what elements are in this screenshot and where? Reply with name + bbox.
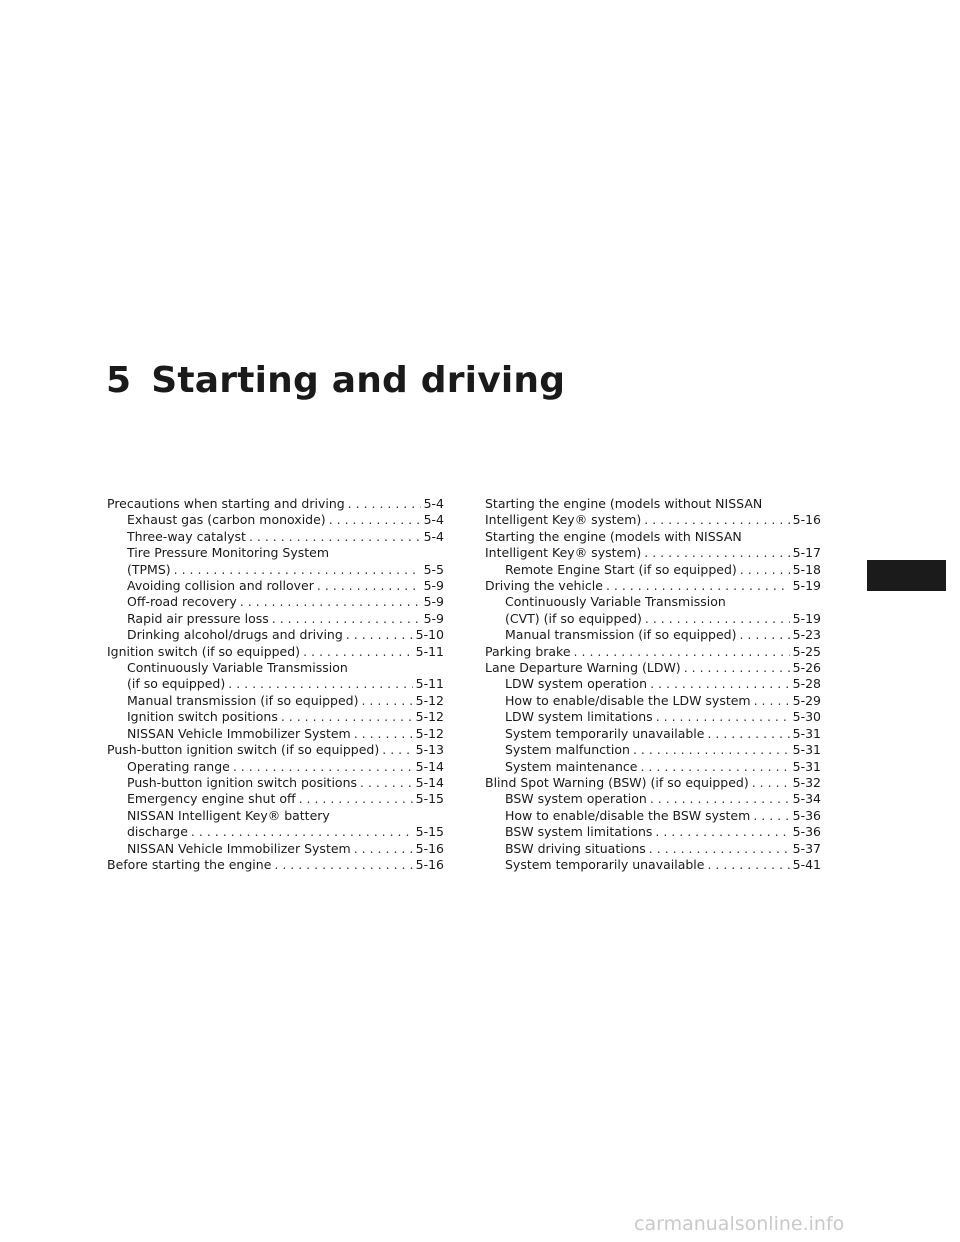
toc-page-number: 5-14 [415,774,444,790]
dot-leader [346,627,413,643]
toc-entry-title: System temporarily unavailable [505,725,705,741]
toc-entry-title: (if so equipped) [127,676,226,692]
toc-entry[interactable] [485,709,821,725]
toc-entry-title: Manual transmission (if so equipped) [127,692,359,708]
toc-page-number: 5-28 [792,676,821,692]
toc-page-number: 5-9 [423,578,444,594]
toc-page-number: 5-11 [415,676,444,692]
toc-entry[interactable] [485,562,821,578]
chapter-name: Starting and driving [151,360,566,401]
toc-entry[interactable] [485,857,821,873]
toc-entry-title: (CVT) (if so equipped) [505,610,642,626]
toc-entry[interactable] [485,759,821,775]
toc-page-number: 5-36 [792,824,821,840]
toc-page-number: 5-23 [792,627,821,643]
chapter-side-tab [867,560,946,591]
toc-entry[interactable] [485,726,821,742]
toc-page-number: 5-4 [423,496,444,511]
toc-entry-title: Manual transmission (if so equipped) [505,627,737,643]
dot-leader [233,759,413,775]
toc-page-number: 5-25 [792,643,821,659]
dot-leader [574,644,790,660]
toc-entry-title: LDW system operation [505,676,648,692]
dot-leader [606,578,790,594]
toc-entry-title: discharge [127,824,188,840]
dot-leader [650,791,790,807]
toc-page-number: 5-10 [415,627,444,643]
toc-entry-title: NISSAN Vehicle Immobilizer System [127,840,351,856]
toc-page-number: 5-15 [415,824,444,840]
dot-leader [354,726,413,742]
dot-leader [753,808,789,824]
toc-entry-title: Continuously Variable Transmission [505,594,726,610]
toc-entry[interactable] [107,742,444,758]
toc-entry-title: Starting the engine (models without NISSAN [485,496,763,511]
toc-entry[interactable] [107,759,444,775]
toc-page-number: 5-15 [415,791,444,807]
toc-page-number: 5-41 [792,856,821,872]
dot-leader [274,857,412,873]
toc-page-number: 5-18 [792,561,821,577]
toc-entry-line [107,808,444,824]
dot-leader [649,841,790,857]
toc-entry[interactable] [485,660,821,676]
toc-entry-title: System malfunction [505,742,630,758]
dot-leader [360,775,413,791]
dot-leader [655,824,789,840]
dot-leader [640,759,789,775]
toc-page-number: 5-31 [792,758,821,774]
dot-leader [739,627,789,643]
toc-entry-title: (TPMS) [127,561,171,577]
toc-entry-title: Rapid air pressure loss [127,610,269,626]
toc-page-number: 5-4 [423,528,444,544]
toc-entry[interactable] [107,512,444,528]
toc-entry[interactable] [485,775,821,791]
toc-entry-title: LDW system limitations [505,709,653,725]
dot-leader [684,660,790,676]
toc-page-number: 5-9 [423,610,444,626]
toc-entry-line [107,660,444,676]
toc-entry[interactable] [485,578,821,594]
toc-entry[interactable] [107,775,444,791]
toc-page-number: 5-31 [792,725,821,741]
toc-page-number: 5-31 [792,742,821,758]
watermark: carmanualsonline.info [634,1213,845,1235]
toc-entry[interactable] [107,676,444,692]
toc-page-number: 5-34 [792,791,821,807]
toc-page-number: 5-36 [792,807,821,823]
toc-entry-title: Precautions when starting and driving [107,496,345,511]
toc-page-number: 5-4 [423,512,444,528]
toc-entry-title: BSW system operation [505,791,647,807]
toc-entry[interactable] [107,496,444,512]
toc-entry-title: Intelligent Key® system) [485,512,642,528]
dot-leader [299,791,413,807]
toc-entry[interactable] [107,857,444,873]
toc-left-column [107,496,444,873]
toc-entry-title: Ignition switch positions [127,709,278,725]
chapter-number: 5 [106,360,132,401]
toc-entry-title: NISSAN Intelligent Key® battery [127,807,330,823]
dot-leader [752,775,790,791]
dot-leader [272,611,421,627]
toc-entry-title: Ignition switch (if so equipped) [107,643,301,659]
dot-leader [317,578,421,594]
toc-entry-title: System temporarily unavailable [505,856,705,872]
toc-page-number: 5-30 [792,709,821,725]
toc-entry-title: Remote Engine Start (if so equipped) [505,561,737,577]
dot-leader [633,742,790,758]
toc-entry[interactable] [107,562,444,578]
toc-entry-title: Blind Spot Warning (BSW) (if so equipped) [485,774,749,790]
toc-entry-title: Lane Departure Warning (LDW) [485,660,681,676]
toc-page-number: 5-12 [415,725,444,741]
toc-entry[interactable] [485,545,821,561]
toc-entry[interactable] [107,529,444,545]
toc-page-number: 5-19 [792,578,821,594]
dot-leader [650,676,790,692]
toc-entry-title: Three-way catalyst [127,528,246,544]
toc-entry-title: Before starting the engine [107,856,272,872]
toc-entry-line [485,529,821,545]
toc-page-number: 5-17 [792,545,821,561]
toc-entry-title: BSW system limitations [505,824,653,840]
dot-leader [645,611,790,627]
toc-entry[interactable] [107,693,444,709]
toc-entry[interactable] [485,512,821,528]
dot-leader [644,512,789,528]
toc-page-number: 5-11 [415,643,444,659]
toc-page-number: 5-32 [792,774,821,790]
toc-entry[interactable] [485,824,821,840]
toc-entry-title: Driving the vehicle [485,578,603,594]
toc-entry[interactable] [107,578,444,594]
dot-leader [754,693,790,709]
toc-entry[interactable] [107,726,444,742]
toc-page-number: 5-16 [415,856,444,872]
toc-entry-title: Drinking alcohol/drugs and driving [127,627,343,643]
toc-entry[interactable] [107,611,444,627]
dot-leader [656,709,790,725]
toc-entry-title: Emergency engine shut off [127,791,296,807]
toc-entry[interactable] [485,611,821,627]
toc-entry-title: NISSAN Vehicle Immobilizer System [127,725,351,741]
toc-entry-title: System maintenance [505,758,638,774]
toc-page-number: 5-9 [423,594,444,610]
toc-page-number: 5-12 [415,692,444,708]
toc-entry-title: Exhaust gas (carbon monoxide) [127,512,326,528]
toc-entry[interactable] [107,824,444,840]
dot-leader [707,726,789,742]
toc-entry-title: BSW driving situations [505,840,646,856]
toc-entry[interactable] [485,693,821,709]
toc-entry[interactable] [485,808,821,824]
toc-entry-title: Starting the engine (models with NISSAN [485,528,742,544]
toc-entry[interactable] [107,791,444,807]
toc-entry[interactable] [485,742,821,758]
toc-entry-title: Push-button ignition switch positions [127,774,358,790]
dot-leader [740,562,790,578]
toc-entry-title: Tire Pressure Monitoring System [127,545,330,561]
dot-leader [281,709,413,725]
toc-page-number: 5-5 [423,561,444,577]
toc-entry-title: Parking brake [485,643,571,659]
toc-page-number: 5-37 [792,840,821,856]
toc-entry[interactable] [107,841,444,857]
toc-entry-title: Continuously Variable Transmission [127,660,348,676]
toc-entry[interactable] [485,841,821,857]
dot-leader [361,693,412,709]
dot-leader [354,841,413,857]
dot-leader [348,496,421,512]
toc-page-number: 5-14 [415,758,444,774]
dot-leader [707,857,789,873]
dot-leader [228,676,412,692]
toc-entry[interactable] [485,644,821,660]
toc-entry[interactable] [107,594,444,610]
toc-entry-title: Push-button ignition switch (if so equipped) [107,742,380,758]
toc-entry-line [485,594,821,610]
toc-page-number: 5-12 [415,709,444,725]
toc-entry-title: How to enable/disable the BSW system [505,807,751,823]
toc-right-column [485,496,821,873]
toc-page-number: 5-16 [792,512,821,528]
dot-leader [240,594,421,610]
toc-entry-title: Avoiding collision and rollover [127,578,314,594]
toc-entry-title: How to enable/disable the LDW system [505,692,751,708]
dot-leader [382,742,412,758]
toc-entry-title: Off-road recovery [127,594,237,610]
toc-entry[interactable] [485,627,821,643]
toc-page-number: 5-29 [792,692,821,708]
toc-entry[interactable] [107,644,444,660]
dot-leader [249,529,421,545]
dot-leader [174,562,421,578]
toc-entry[interactable] [107,627,444,643]
toc-page-number: 5-19 [792,610,821,626]
dot-leader [329,512,421,528]
toc-entry[interactable] [485,791,821,807]
toc-page-number: 5-16 [415,840,444,856]
toc-entry[interactable] [485,676,821,692]
toc-entry[interactable] [107,709,444,725]
toc-entry-title: Intelligent Key® system) [485,545,642,561]
toc-entry-line [485,496,821,512]
dot-leader [644,545,789,561]
toc-page-number: 5-26 [792,660,821,676]
toc-entry-title: Operating range [127,758,230,774]
dot-leader [303,644,413,660]
dot-leader [191,824,413,840]
toc-entry-line [107,545,444,561]
toc-page-number: 5-13 [415,742,444,758]
chapter-title [106,360,565,401]
